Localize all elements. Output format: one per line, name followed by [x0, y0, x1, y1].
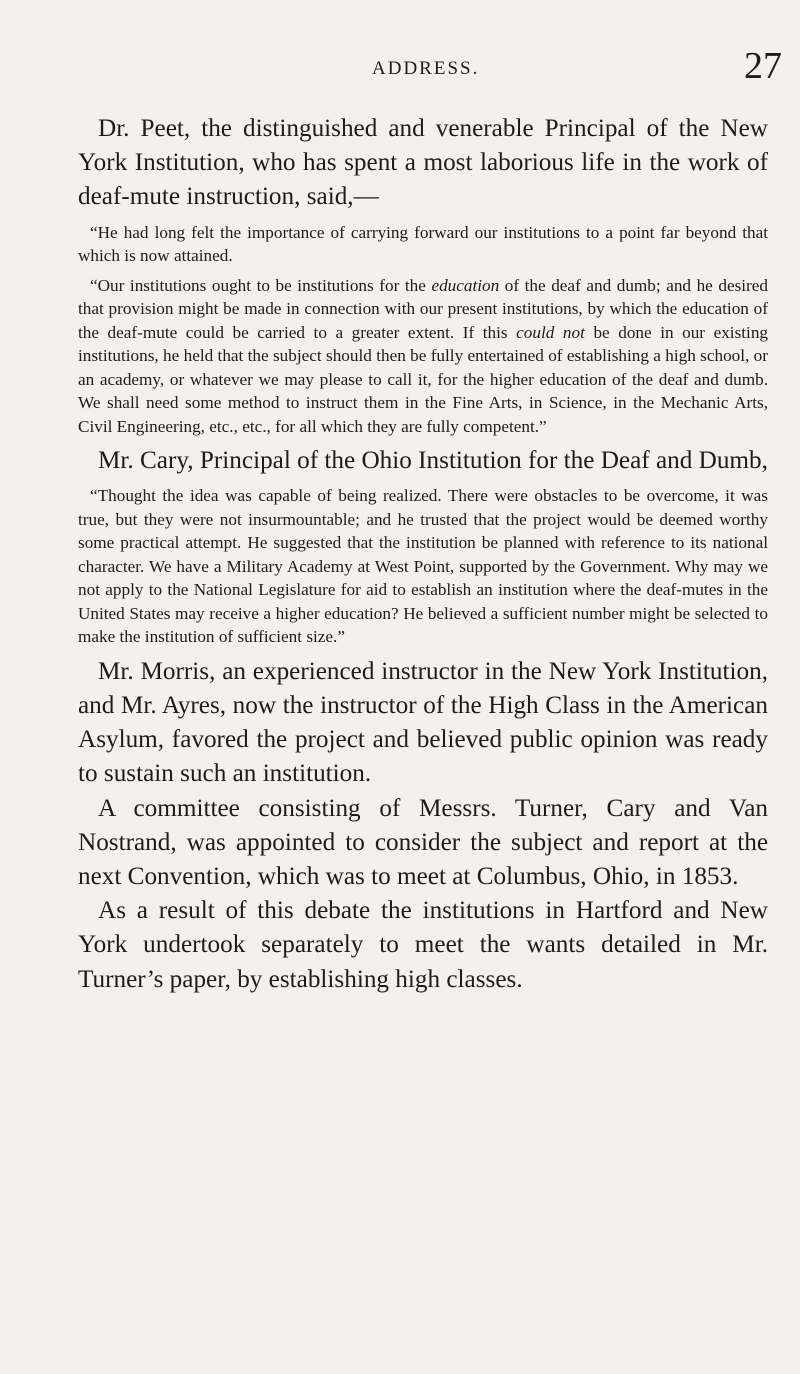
quote-peet-2-part-c: be done in our existing institutions, he held that the subject should then be fully entertained of establishing a high school, or an academy, or whatever we may please to call it, for the higher education of the deaf and dumb. We shall need some method to instruct them in the Fine Arts, in Science, in the Mechanic Arts, Civil Engineering, etc., etc., for all which they are fully competent.” — [78, 322, 769, 436]
quote-peet-2 — [78, 274, 768, 439]
running-title: ADDRESS. — [372, 58, 480, 79]
quote-cary: “Thought the idea was capable of being realized. There were obstacles to be overcome, it was true, but they were not insurmountable; and he trusted that the project would be deemed worthy some practical attempt. He suggested that the institution be planned with reference to its national character. We have a Military Academy at West Point, supported by the Government. Why may we not apply to the National Legislature for aid to establish an institution where the deaf-mutes in the United States may receive a higher education? He believed a sufficient number might be selected to make the institution of sufficient size.” — [78, 486, 768, 647]
quote-peet-1: “He had long felt the importance of carrying forward our institutions to a point far beyond that which is now attained. — [78, 222, 768, 266]
paragraph-cary-intro: Mr. Cary, Principal of the Ohio Institution for the Deaf and Dumb, — [98, 447, 768, 475]
quote-peet-2-part-b: of the deaf and dumb; and he desired that provision might be made in connection with our present institutions, by which the education of the deaf-mute could be carried to a greater extent. If this — [78, 275, 768, 342]
emphasis-could-not: could not — [516, 322, 585, 342]
paragraph-morris: Mr. Morris, an experienced instructor in the New York Institution, and Mr. Ayres, now the instructor of the High Class in the American Asylum, favored the project and believed public opinion was ready to sustain such an institution. — [78, 657, 768, 788]
page-number: 27 — [744, 45, 782, 87]
paragraph-committee: A committee consisting of Messrs. Turner, Cary and Van Nostrand, was appointed to consider the subject and report at the next Convention, which was to meet at Columbus, Ohio, in 1853. — [78, 794, 768, 891]
paragraph-peet-intro: Dr. Peet, the distinguished and venerable Principal of the New York Institution, who has spent a most laborious life in the work of deaf-mute instruction, said,— — [78, 115, 768, 211]
paragraph-result: As a result of this debate the institutions in Hartford and New York undertook separately to meet the wants detailed in Mr. Turner’s paper, by establishing high classes. — [78, 897, 768, 993]
page-body — [78, 100, 768, 997]
quote-peet-2-part-a: “Our institutions ought to be institutions for the — [90, 275, 432, 295]
emphasis-education: education — [431, 275, 500, 295]
